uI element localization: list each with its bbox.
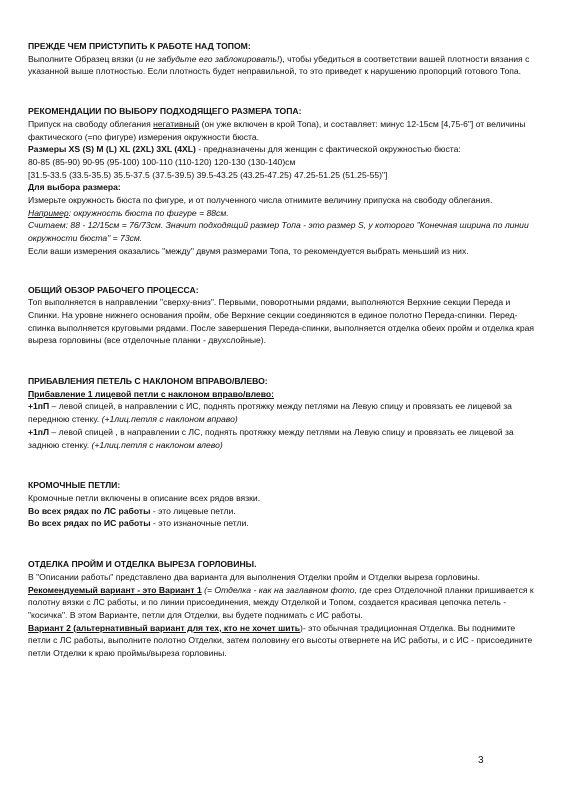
document-page: [28, 40, 540, 660]
edge-line: Кромочные петли включены в описание всех рядов вязки.: [28, 492, 261, 503]
paragraph-gauge: Выполните Образец вязки (и не забудьте его заблокировать!), чтобы убедиться в соответствии вашей плотности вязания с указанной выше плотностью. Если плотность будет неправильной, то это приведет к нарушению пропорций готового Топа.: [28, 53, 530, 77]
finishing-variant-1: Рекомендуемый вариант - это Вариант 1 (= Отделка - как на заглавном фото, где срез Отделочной планки пришивается к полотну вязки с ЛС работы, и по линии присоединения, между Отделкой и Топом, создается красивая цепочка петель - "косичка". В этом Варианте, петли для Отделки, вы будете поднимать с ИС работы.: [28, 584, 534, 620]
paragraph-calculation: Считаем: 88 - 12/15см = 76/73см. Значит подходящий размер Топа - это размер S, у которого "Конечная ширина по линии окружности бюста" = 73см.: [28, 220, 529, 244]
increase-right: +1пП – левой спицей, в направлении с ИС, поднять протяжку между петлями на Левую спицу и провязать ее лицевой за переднюю стенку. (+1лиц.петля с наклоном вправо): [28, 401, 512, 425]
increase-left: +1пЛ – левой спицей , в направлении с ЛС, поднять протяжку между петлями на Левую спицу и провязать ее лицевой за заднюю стенку. (+1лиц.петля с наклоном влево): [28, 426, 514, 450]
heading-size-recommendations: РЕКОМЕНДАЦИИ ПО ВЫБОРУ ПОДХОДЯЩЕГО РАЗМЕРА ТОПА:: [28, 106, 302, 117]
page-number: 3: [478, 755, 484, 766]
sizes-cm: 80-85 (85-90) 90-95 (95-100) 100-110 (110-120) 120-130 (130-140)см: [28, 156, 296, 167]
paragraph-sizes: Размеры XS (S) M (L) XL (2XL) 3XL (4XL) - предназначены для женщин с фактической окружностью бюста:: [28, 144, 461, 155]
section-size-recommendations: [28, 105, 540, 257]
paragraph-between-sizes: Если ваши измерения оказались "между" двумя размерами Топа, то рекомендуется выбрать меньший из них.: [28, 245, 469, 256]
heading-workflow: ОБЩИЙ ОБЗОР РАБОЧЕГО ПРОЦЕССА:: [28, 284, 199, 295]
paragraph-measure: Измерьте окружность бюста по фигуре, и от полученного числа отнимите величину припуска на свободу облегания.: [28, 195, 493, 206]
section-workflow-overview: [28, 284, 540, 348]
paragraph-example: Например: окружность бюста по фигуре = 88см.: [28, 207, 229, 218]
section-before-start: [28, 40, 540, 78]
paragraph-ease: Припуск на свободу облегания негативный (он уже включен в крой Топа), и составляет: минус 12-15см [4,75-6"] от величины фактического (=по фигуре) измерения окружности бюста.: [28, 118, 526, 142]
heading-finishing: ОТДЕЛКА ПРОЙМ И ОТДЕЛКА ВЫРЕЗА ГОРЛОВИНЫ.: [28, 559, 257, 570]
section-edge-stitches: [28, 479, 540, 530]
heading-increases: ПРИБАВЛЕНИЯ ПЕТЕЛЬ С НАКЛОНОМ ВПРАВО/ВЛЕВО:: [28, 376, 268, 387]
subheading-increase: Прибавление 1 лицевой петли с наклоном вправо/влево:: [28, 388, 274, 399]
finishing-variant-2: Вариант 2 (альтернативный вариант для тех, кто не хочет шить)- это обычная традиционная Отделка. Вы поднимите петли с ЛС работы, выполните полотно Отделки, затем половину его высоты отвернете на ИС работы, и с ИС - присоедините петли Отделки к краю проймы/выреза горловины.: [28, 622, 533, 659]
edge-rs: Во всех рядах по ЛС работы - это лицевые петли.: [28, 505, 236, 516]
subheading-choose-size: Для выбора размера:: [28, 182, 121, 193]
edge-ws: Во всех рядах по ИС работы - это изнаночные петли.: [28, 518, 249, 529]
paragraph-workflow: Топ выполняется в направлении "сверху-вниз". Первыми, поворотными рядами, выполняются Верхние секции Переда и Спинки. На уровне нижнего основания пройм, обе Верхние секции соединяются в единое полотно Переда-спинки. Перед-спинка выполняется круговыми рядами. После завершения Переда-спинки, выполняется отделка обеих пройм и отделка края выреза горловины (все отделочные планки - двухслойные).: [28, 297, 535, 346]
section-finishing: [28, 558, 540, 660]
heading-before-start: ПРЕЖДЕ ЧЕМ ПРИСТУПИТЬ К РАБОТЕ НАД ТОПОМ:: [28, 41, 251, 51]
heading-edge-stitches: КРОМОЧНЫЕ ПЕТЛИ:: [28, 480, 121, 491]
finishing-intro: В "Описании работы" представлено два варианта для выполнения Отделки пройм и Отделки выреза горловины.: [28, 571, 481, 582]
section-increases: [28, 375, 540, 451]
sizes-inch: [31.5-33.5 (33.5-35.5) 35.5-37.5 (37.5-39.5) 39.5-43.25 (43.25-47.25) 47.25-51.25 (51.25-55)"]: [28, 169, 388, 180]
